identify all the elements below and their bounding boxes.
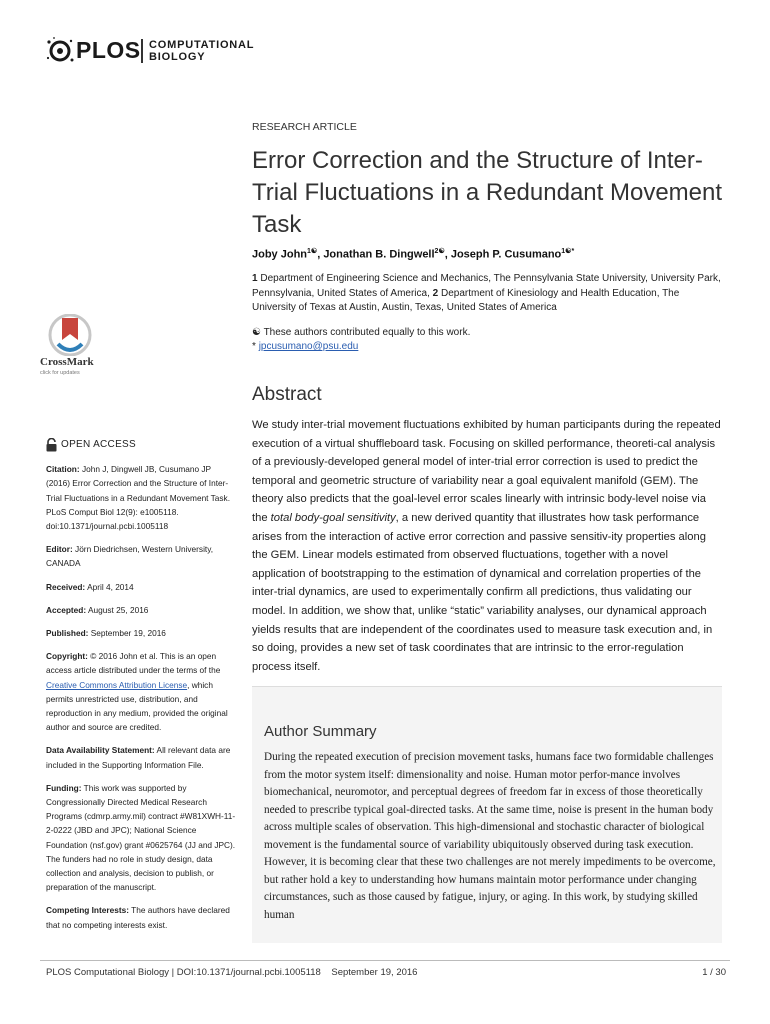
- data-availability-label: Data Availability Statement:: [46, 745, 155, 756]
- accepted-label: Accepted:: [46, 604, 87, 615]
- competing-interests-label: Competing Interests:: [46, 905, 129, 916]
- competing-interests: [46, 903, 236, 931]
- copyright-label: Copyright:: [46, 651, 88, 662]
- logo-divider: [141, 39, 143, 63]
- received-label: Received:: [46, 581, 86, 592]
- affiliation-number: 1: [252, 273, 258, 284]
- author-notes: [252, 326, 722, 354]
- open-access-label: OPEN ACCESS: [61, 439, 136, 450]
- abstract-text-part: , a new derived quantity that illustrates how task performance arises from the interaction of active error correction and passive sensitiv-ity properties along the GEM. Linear models estimated from observed fluctuations, together with a novel application of bootstrapping to the estimation of dynamical and correlation properties of the inter-trial dynamics, are used to experimentally confirm all predictions, thus validating our model. In addition, we show that, unlike “static” variability analyses, our dynamical approach yields results that are independent of the coordinates used to measure task execution and, in so doing, provides a new set of task coordinates that are intrinsic to the error-regulation process itself.: [252, 511, 713, 673]
- author-affiliation-mark: 1☯*: [561, 248, 575, 255]
- abstract-text-part: We study inter-trial movement fluctuations exhibited by human participants during the repeated execution of a virtual shuffleboard task. Focusing on skilled performance, theoreti-cal analysis of a previously-developed general model of inter-trial error correction is used to predict the temporal and geometric structure of variability near a goal equivalent manifold (GEM). The theory also predicts that the goal-level error scales linearly with intrinsic body-level noise via the: [252, 419, 721, 524]
- received-text: April 4, 2014: [87, 581, 134, 592]
- journal-name: [149, 39, 254, 63]
- journal-logo[interactable]: [46, 36, 276, 66]
- funding-label: Funding:: [46, 782, 82, 793]
- published-text: September 19, 2016: [90, 628, 166, 639]
- corresponding-email-link[interactable]: jpcusumano@psu.edu: [258, 341, 359, 352]
- author-name[interactable]: Joseph P. Cusumano: [450, 248, 562, 261]
- data-availability-text: All relevant data are included in the Supporting Information File.: [46, 745, 231, 770]
- open-access-badge: [46, 438, 236, 452]
- editor-label: Editor:: [46, 544, 73, 555]
- author-summary-box: [252, 686, 722, 943]
- equal-contribution-text: These authors contributed equally to this work.: [263, 327, 471, 338]
- article-metadata-sidebar: [46, 438, 236, 941]
- crossmark-badge[interactable]: [40, 314, 100, 378]
- citation-text: John J, Dingwell JB, Cusumano JP (2016) Error Correction and the Structure of Inter-Trial Fluctuations in a Redundant Movement Task. PLoS Comput Biol 12(9): e1005118. doi:10.1371/journal.pcbi.1005118: [46, 464, 231, 532]
- editor: [46, 542, 236, 570]
- author-name[interactable]: Jonathan B. Dingwell: [323, 248, 435, 261]
- journal-name-line2: BIOLOGY: [149, 51, 206, 63]
- competing-interests-text: The authors have declared that no competing interests exist.: [46, 905, 230, 930]
- affiliation-text: Department of Kinesiology and Health Education, The University of Texas at Austin, Austin, Texas, United States of America: [252, 287, 680, 313]
- author-summary-heading: Author Summary: [264, 723, 377, 740]
- equal-contribution-note: [252, 326, 722, 340]
- open-lock-icon: [46, 438, 57, 452]
- plos-logo-icon: [46, 36, 74, 66]
- footer-divider: [40, 960, 730, 961]
- published-date: [46, 626, 236, 640]
- affiliations: [252, 272, 722, 316]
- data-availability: [46, 743, 236, 771]
- page-number: 1 / 30: [702, 967, 726, 978]
- copyright-text: , which permits unrestricted use, distribution, and reproduction in any medium, provided the original author and source are credited.: [46, 679, 228, 733]
- article-type: RESEARCH ARTICLE: [252, 121, 357, 133]
- editor-text: Jörn Diedrichsen, Western University, CANADA: [46, 544, 214, 569]
- received-date: [46, 580, 236, 594]
- abstract-emphasis: total body-goal sensitivity: [270, 511, 396, 524]
- author-affiliation-mark: 1☯: [307, 248, 318, 255]
- author-summary-text: During the repeated execution of precision movement tasks, humans face two formidable challenges from the motor system itself: dimensionality and noise. Human motor perfor-mance involves biomechanical, neuromotor, and perceptual degrees of freedom far in excess of those theoretically needed to prescribe typical goal-directed tasks. At the same time, noise is present in the human body across multiple scales of observation. This high-dimensional and stochastic character of biological movement is the fundamental source of variability ubiquitously observed during task execution. However, it is becoming clear that these two challenges are not merely impediments to be overcome, but rather hold a key to understanding how humans maintain motor performance under changing circumstances, such as those caused by fatigue, injury, or aging. In this work, by studying skilled human: [264, 751, 716, 921]
- affiliation-text: Department of Engineering Science and Mechanics, The Pennsylvania State University, University Park, Pennsylvania, United States of America,: [252, 273, 721, 299]
- author-affiliation-mark: 2☯: [434, 248, 445, 255]
- corresponding-author-note: [252, 340, 722, 354]
- journal-name-line1: COMPUTATIONAL: [149, 39, 255, 51]
- published-label: Published:: [46, 628, 89, 639]
- crossmark-label: CrossMark: [40, 356, 94, 368]
- license-link[interactable]: Creative Commons Attribution License: [46, 679, 188, 690]
- copyright: [46, 649, 236, 734]
- equal-contribution-icon: ☯: [252, 327, 261, 338]
- funding-text: This work was supported by Congressionally Directed Medical Research Programs (cdmrp.army.mil) contract #W81XWH-11-2-0222 (JBD and JPC); National Science Foundation (nsf.gov) grant #0625764 (JJ and JPC). The funders had no role in study design, data collection and analysis, decision to publish, or preparation of the manuscript.: [46, 782, 236, 893]
- abstract-text: [252, 416, 722, 676]
- copyright-text: © 2016 John et al. This is an open access article distributed under the terms of the: [46, 651, 221, 676]
- footer-citation: PLOS Computational Biology | DOI:10.1371/journal.pcbi.1005118 September 19, 2016: [46, 967, 418, 978]
- crossmark-sub: click for updates: [40, 370, 80, 376]
- article-title: Error Correction and the Structure of Inter-Trial Fluctuations in a Redundant Movement Task: [252, 147, 723, 238]
- citation: [46, 462, 236, 533]
- accepted-date: [46, 603, 236, 617]
- accepted-text: August 25, 2016: [87, 604, 149, 615]
- crossmark-icon: [40, 314, 100, 356]
- author-name[interactable]: Joby John: [252, 248, 308, 261]
- author-list: Joby John$^{1☯}$, Jonathan B. Dingwell$^{2☯}$, Joseph P. Cusumano$^{1☯*}$: [252, 248, 575, 261]
- corresponding-mark: *: [252, 341, 256, 352]
- affiliation-number: 2: [432, 287, 439, 299]
- abstract-heading: Abstract: [252, 384, 322, 405]
- citation-label: Citation:: [46, 464, 80, 475]
- publisher-name: PLOS: [76, 37, 141, 63]
- funding: [46, 781, 236, 895]
